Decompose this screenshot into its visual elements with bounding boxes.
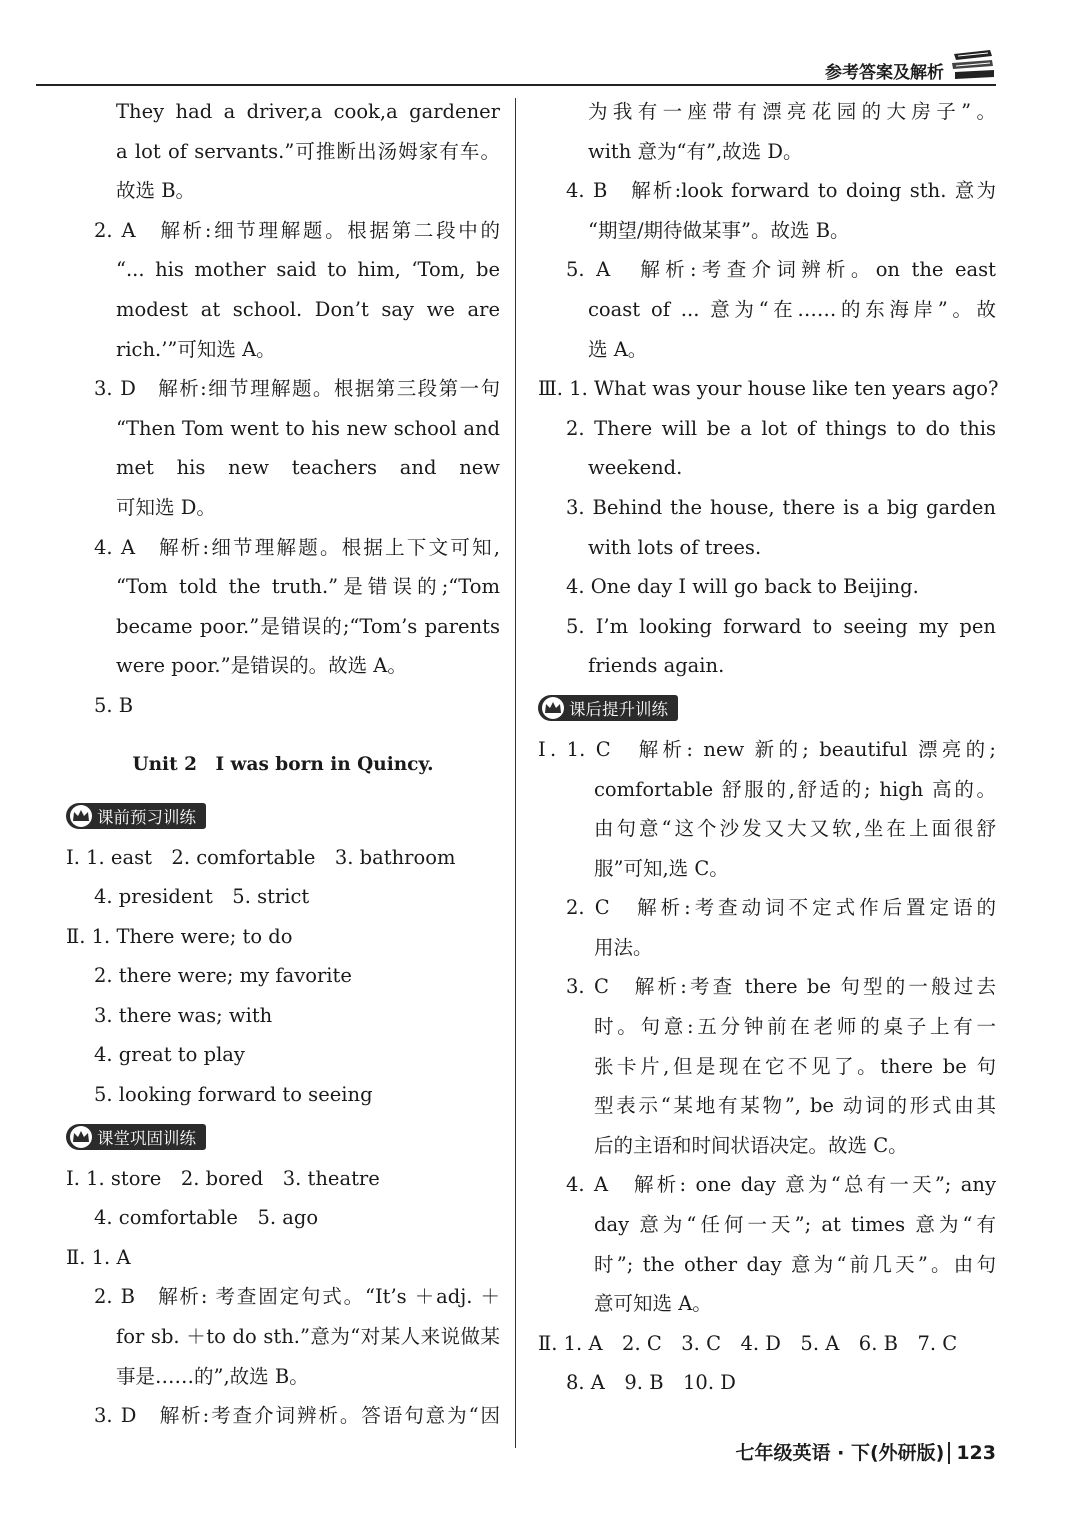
answer-line: 3. Behind the house, there is a big garden (566, 495, 996, 519)
answer-line: 4. president 5. strict (94, 885, 310, 909)
answer-line: Ⅲ. 1. What was your house like ten years ago? (538, 377, 999, 401)
answer-line: met his new teachers and new (116, 456, 500, 480)
answer-line: 2. there were; my favorite (94, 964, 352, 988)
answer-line: became poor.”是错误的;“Tom’s parents (116, 614, 500, 638)
answer-line: 4. A 解析:细节理解题。根据上下文可知, (94, 535, 500, 559)
crown-icon (542, 697, 564, 719)
answer-line: 2. There will be a lot of things to do this (566, 416, 996, 440)
answer-line: 2. A 解析:细节理解题。根据第二段中的 (94, 218, 500, 242)
answer-line: friends again. (588, 654, 725, 678)
answer-line: Ⅱ. 1. A 2. C 3. C 4. D 5. A 6. B 7. C (538, 1331, 958, 1355)
answer-line: comfortable 舒服的,舒适的; high 高的。 (594, 777, 996, 801)
answer-line: Ⅱ. 1. There were; to do (66, 924, 293, 948)
answer-line: “Then Tom went to his new school and (116, 416, 500, 440)
crown-icon (70, 1126, 92, 1148)
page-header (36, 60, 996, 86)
column-divider (515, 98, 516, 1448)
left-column (66, 92, 500, 1436)
answer-line: 4. A 解析: one day 意为“总有一天”; any (566, 1173, 996, 1197)
answer-line: Ⅱ. 1. A (66, 1245, 131, 1269)
answer-line: 时”; the other day 意为“前几天”。由句 (594, 1252, 996, 1276)
answer-line: modest at school. Don’t say we are (116, 297, 500, 321)
section-header (66, 1115, 500, 1159)
answer-line: 5. A 解析:考查介词辨析。on the east (566, 258, 996, 282)
unit-title: Unit 2 I was born in Quincy. (132, 753, 434, 775)
stacked-books-icon (950, 46, 996, 84)
answer-line: 4. comfortable 5. ago (94, 1206, 319, 1230)
answer-line: 5. I’m looking forward to seeing my pen (566, 614, 996, 638)
answer-line: 8. A 9. B 10. D (566, 1371, 736, 1395)
answer-line: 时。句意:五分钟前在老师的桌子上有一 (594, 1015, 996, 1039)
answer-line: Ⅰ. 1. store 2. bored 3. theatre (66, 1166, 380, 1190)
answer-line: rich.’”可知选 A。 (116, 337, 276, 361)
answer-line: 3. C 解析:考查 there be 句型的一般过去 (566, 975, 996, 999)
crown-icon (70, 805, 92, 827)
answer-line: with lots of trees. (588, 535, 762, 559)
answer-line: a lot of servants.”可推断出汤姆家有车。 (116, 139, 500, 163)
page-footer (736, 1438, 997, 1465)
answer-line: 意可知选 A。 (594, 1292, 712, 1316)
section-label: 课前预习训练 (97, 807, 196, 827)
answer-line: 4. great to play (94, 1043, 245, 1067)
answer-line: “Tom told the truth.”是错误的;“Tom (116, 575, 500, 599)
answer-line: 服”可知,选 C。 (594, 856, 729, 880)
answer-line: “期望/期待做某事”。故选 B。 (588, 218, 850, 242)
section-label: 课后提升训练 (569, 699, 668, 719)
answer-line: 5. B (94, 693, 134, 717)
answer-line: 4. One day I will go back to Beijing. (566, 575, 919, 599)
footer-book-title: 七年级英语 · 下(外研版) (735, 1442, 945, 1464)
answer-line: 后的主语和时间状语决定。故选 C。 (594, 1133, 908, 1157)
answer-line: coast of ... 意为“在……的东海岸”。故 (588, 297, 996, 321)
section-header (538, 686, 996, 730)
answer-line: 为我有一座带有漂亮花园的大房子”。 (588, 100, 996, 123)
answer-line: 4. B 解析:look forward to doing sth. 意为 (566, 179, 996, 203)
answer-line: 2. B 解析: 考查固定句式。“It’s ＋adj. ＋ (94, 1285, 500, 1309)
answer-line: 2. C 解析:考查动词不定式作后置定语的 (566, 896, 996, 920)
answer-line: Ⅰ. 1. C 解析: new 新的; beautiful 漂亮的; (538, 737, 996, 761)
section-header (66, 794, 500, 838)
right-column (538, 92, 999, 1403)
header-title: 参考答案及解析 (825, 63, 944, 83)
section-label: 课堂巩固训练 (97, 1128, 196, 1148)
answer-line: 用法。 (594, 935, 653, 959)
answer-line: for sb. ＋to do sth.”意为“对某人来说做某 (116, 1325, 500, 1349)
answer-line: 型表示“某地有某物”, be 动词的形式由其 (594, 1094, 996, 1118)
answer-line: 可知选 D。 (116, 495, 216, 519)
answer-line: Ⅰ. 1. east 2. comfortable 3. bathroom (66, 845, 456, 869)
section-badge (66, 803, 206, 829)
answer-line: 事是……的”,故选 B。 (116, 1364, 309, 1388)
answer-line: 由句意“这个沙发又大又软,坐在上面很舒 (594, 817, 996, 841)
answer-line: with 意为“有”,故选 D。 (588, 139, 803, 163)
answer-line: 5. looking forward to seeing (94, 1083, 373, 1107)
answer-line: “... his mother said to him, ‘Tom, be (116, 258, 500, 282)
answer-line: were poor.”是错误的。故选 A。 (116, 654, 407, 678)
answer-line: weekend. (588, 456, 683, 480)
answer-line: 故选 B。 (116, 179, 196, 203)
page-number: 123 (948, 1442, 996, 1464)
answer-line: 选 A。 (588, 337, 648, 361)
header-rule (36, 84, 996, 86)
section-badge (66, 1124, 206, 1150)
answer-line: 3. there was; with (94, 1003, 273, 1027)
answer-line: 3. D 解析:考查介词辨析。答语句意为“因 (94, 1404, 500, 1428)
answer-line: day 意为“任何一天”; at times 意为“有 (594, 1213, 996, 1237)
answer-line: 3. D 解析:细节理解题。根据第三段第一句 (94, 377, 500, 401)
answer-line: They had a driver,a cook,a gardener (116, 100, 500, 123)
section-badge (538, 695, 678, 721)
answer-line: 张卡片,但是现在它不见了。there be 句 (594, 1054, 996, 1078)
